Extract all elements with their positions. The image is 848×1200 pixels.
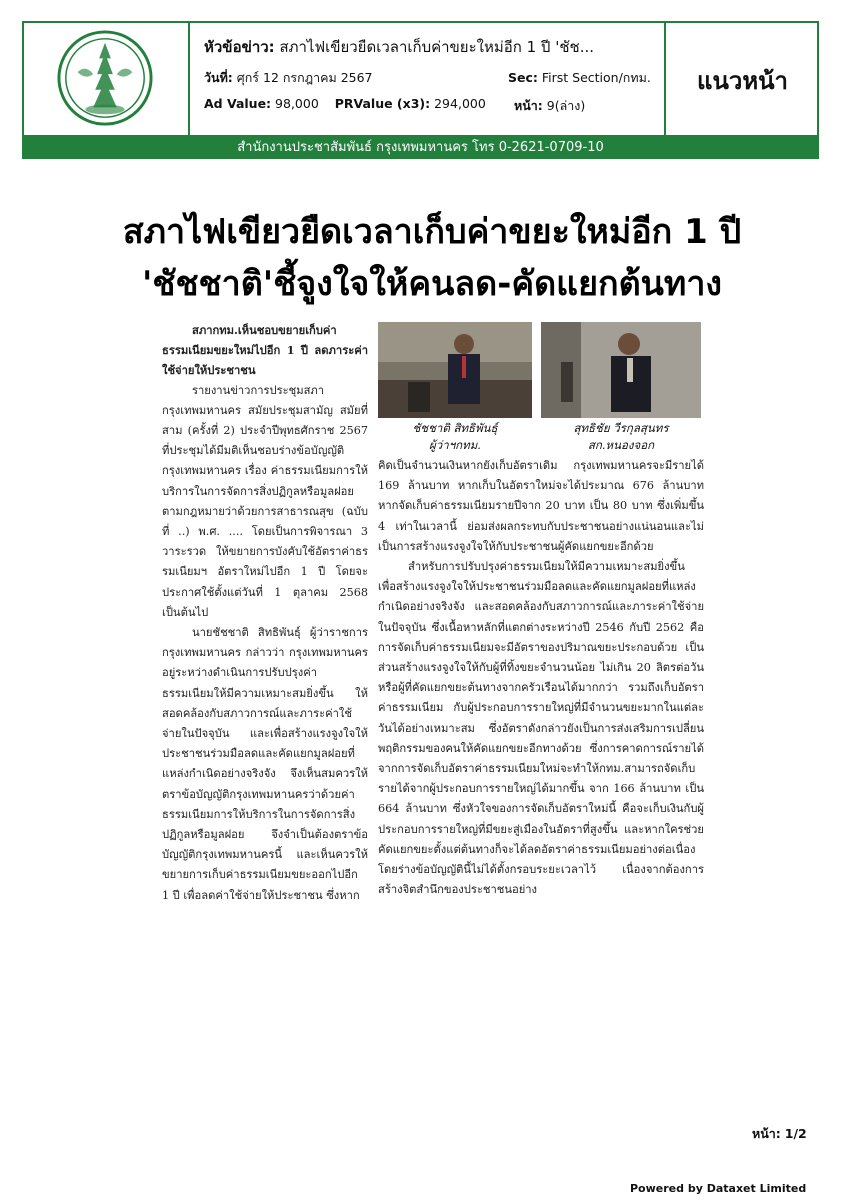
left-paragraph-1: รายงานข่าวการประชุมสภากรุงเทพมหานคร สมัยประชุมสามัญ สมัยที่สาม (ครั้งที่ 2) ประจำปีพุทธศักราช 2567 ที่ประชุมได้มีมติเห็นชอบร่างข้อบัญญัติกรุงเทพมหานคร เรื่อง ค่าธรรมเนียมการให้บริการในการจัดการสิ่งปฏิกูลหรือมูลฝอย ตามกฎหมายว่าด้วยการสาธารณสุข (ฉบับที่ ..) พ.ศ. .... โดยเป็นการพิจารณา 3 วาระรวด ให้ขยายการบังคับใช้อัตราค่าธรรมเนียมฯ อัตราใหม่ไปอีก 1 ปี โดยจะประกาศใช้ตั้งแต่วันที่ 1 ตุลาคม 2568 เป็นต้นไป (162, 383, 368, 619)
ad-label: Ad Value: (204, 96, 272, 111)
ad-row (204, 96, 486, 111)
powered-by: Powered by Dataxet Limited (630, 1182, 807, 1195)
caption-councillor (541, 420, 701, 454)
article-lead: สภากทม.เห็นชอบขยายเก็บค่าธรรมเนียมขยะใหม่ไปอีก 1 ปี ลดภาระค่าใช้จ่ายให้ประชาชน (162, 323, 368, 378)
headline-row (204, 35, 594, 59)
article-title-line2: 'ชัชชาติ'ชี้จูงใจให้คนลด-คัดแยกต้นทาง (141, 264, 723, 304)
date-value: ศุกร์ 12 กรกฎาคม 2567 (236, 70, 373, 85)
caption-councillor-role: สก.หนองจอก (587, 438, 655, 452)
footer-page-value: 1/2 (784, 1126, 807, 1141)
sec-row (508, 68, 651, 88)
photo-councillor-image (541, 322, 701, 418)
photo-councillor (541, 322, 701, 418)
footer-page-label: หน้า: (752, 1126, 781, 1141)
photo-governor (378, 322, 532, 418)
right-paragraph-2: สำหรับการปรับปรุงค่าธรรมเนียมให้มีความเหมาะสมยิ่งขึ้น เพื่อสร้างแรงจูงใจให้ประชาชนร่วมมือลดและคัดแยกมูลฝอยที่แหล่งกำเนิดอย่างจริงจัง และสอดคล้องกับสภาวการณ์และภาระค่าใช้จ่ายในปัจจุบัน ซึ่งเนื้อหาหลักที่แตกต่างระหว่างปี 2546 กับปี 2562 คือการจัดเก็บค่าธรรมเนียมจะมีอัตราของปริมาณขยะประกอบด้วย เป็นส่วนสร้างแรงจูงใจให้กับผู้ที่ทิ้งขยะจำนวนน้อย ไม่เกิน 20 ลิตรต่อวัน หรือผู้ที่คัดแยกขยะต้นทางจากครัวเรือนได้มากกว่า รวมถึงเก็บอัตราค่าธรรมเนียม กับผู้ประกอบการรายใหญ่ที่มีจำนวนขยะมากในแต่ละวันได้อย่างเหมาะสม ซึ่งอัตราดังกล่าวยังเป็นการส่งเสริมการเปลี่ยนพฤติกรรมของคนให้คัดแยกขยะอีกทางด้วย ซึ่งการคาดการณ์รายได้จากการจัดเก็บอัตราค่าธรรมเนียมใหม่จะทำให้กทม.สามารถจัดเก็บรายได้จากผู้ประกอบการรายใหญ่ได้มากขึ้น จาก 166 ล้านบาท เป็น 664 ล้านบาท ซึ่งหัวใจของการจัดเก็บอัตราใหม่นี้ คือจะเก็บเงินกับผู้ประกอบการรายใหญ่ที่มีขยะสู่เมืองในอัตราที่สูงขึ้น และหากใครช่วยคัดแยกขยะตั้งแต่ต้นทางก็จะได้ลดอัตราค่าธรรมเนียมอย่างต่อเนื่อง โดยร่างข้อบัญญัตินี้ไม่ได้ตั้งกรอบระยะเวลาไว้ เนื่องจากต้องการสร้างจิตสำนึกของประชาชนอย่าง (378, 560, 704, 897)
date-row (204, 68, 373, 88)
headline-value: สภาไฟเขียวยืดเวลาเก็บค่าขยะใหม่อีก 1 ปี 'ชัช... (279, 38, 595, 56)
article-title-line1: สภาไฟเขียวยืดเวลาเก็บค่าขยะใหม่อีก 1 ปี (122, 212, 742, 252)
pr-value: 294,000 (434, 96, 486, 111)
date-label: วันที่: (204, 70, 233, 85)
left-column (162, 320, 368, 906)
pr-label: PRValue (x3): (334, 96, 431, 111)
page-number (752, 1124, 807, 1144)
section-cell (664, 23, 819, 135)
ad-value: 98,000 (275, 96, 319, 111)
left-paragraph-2: นายชัชชาติ สิทธิพันธุ์ ผู้ว่าราชการกรุงเทพมหานคร กล่าวว่า กรุงเทพมหานครอยู่ระหว่างดำเนินการปรับปรุงค่าธรรมเนียมให้มีความเหมาะสมยิ่งขึ้น ให้สอดคล้องกับสภาวการณ์และภาระค่าใช้จ่ายในปัจจุบัน และเพื่อสร้างแรงจูงใจให้ประชาชนร่วมมือลดและคัดแยกมูลฝอยที่แหล่งกำเนิดอย่างจริงจัง จึงเห็นสมควรให้ตราข้อบัญญัติกรุงเทพมหานครว่าด้วยค่าธรรมเนียมการให้บริการในการจัดการสิ่งปฏิกูลหรือมูลฝอย จึงจำเป็นต้องตราข้อบัญญัติกรุงเทพมหานครนี้ และเห็นควรให้ขยายการเก็บค่าธรรมเนียมขยะออกไปอีก 1 ปี เพื่อลดค่าใช้จ่ายให้ประชาชน ซึ่งหาก (162, 626, 368, 902)
office-bar: สำนักงานประชาสัมพันธ์ กรุงเทพมหานคร โทร 0-2621-0709-10 (22, 137, 819, 159)
photo-governor-image (378, 322, 532, 418)
sec-label: Sec: (508, 70, 538, 85)
headline-label: หัวข้อข่าว: (204, 38, 275, 56)
caption-governor-role: ผู้ว่าฯกทม. (429, 438, 481, 452)
sec-value: First Section/กทม. (541, 70, 651, 85)
header-box (22, 21, 819, 137)
newspaper-name: แนวหน้า (696, 67, 789, 95)
page-label: หน้า: (514, 98, 543, 113)
logo-cell (24, 23, 190, 135)
bangkok-seal-logo (56, 29, 154, 127)
caption-governor (378, 420, 532, 454)
right-column (378, 456, 704, 900)
caption-councillor-name: สุทธิชัย วีรกุลสุนทร (573, 421, 669, 435)
caption-governor-name: ชัชชาติ สิทธิพันธุ์ (412, 421, 498, 435)
page-value: 9(ล่าง) (546, 98, 586, 113)
page-row (514, 96, 585, 116)
right-paragraph-1: คิดเป็นจำนวนเงินหากยังเก็บอัตราเดิม กรุงเทพมหานครจะมีรายได้ 169 ล้านบาท หากเก็บในอัตราใหม่จะได้ประมาณ 676 ล้านบาท หากจัดเก็บค่าธรรมเนียมรายปีจาก 20 บาท เป็น 80 บาท ซึ่งเพิ่มขึ้น 4 เท่าในเวลานี้ ย่อมส่งผลกระทบกับประชาชนอย่างแน่นอนและไม่เป็นการสร้างแรงจูงใจให้กับประชาชนผู้คัดแยกขยะอีกด้วย (378, 459, 704, 553)
